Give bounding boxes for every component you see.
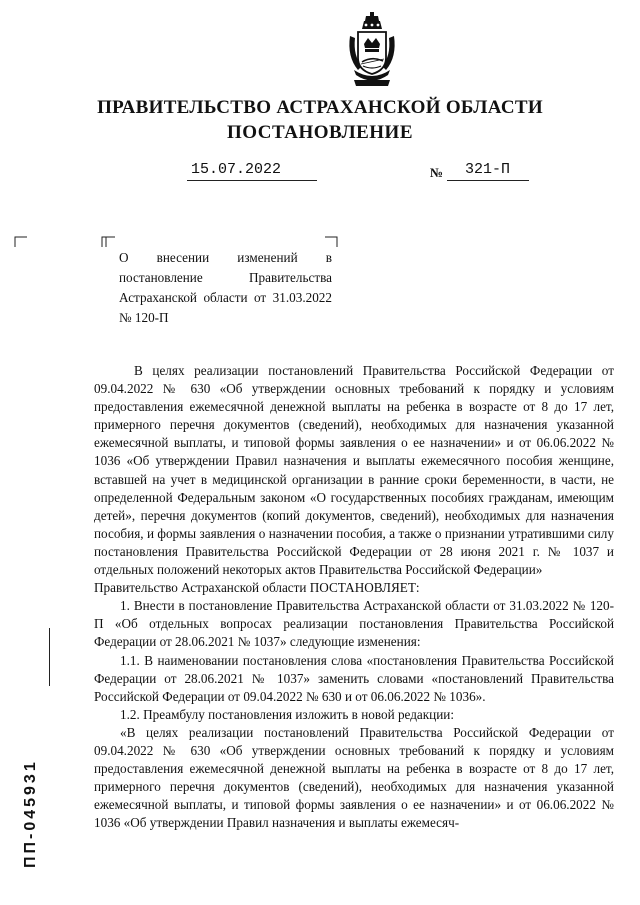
document-body	[94, 362, 614, 832]
preamble-paragraph: В целях реализации постановлений Правительства Российской Федерации от 09.04.2022 № 630 «Об утверждении основных требований к порядку и условиям предоставления ежемесячной денежной выплаты на ребенка в возрасте от 8 до 17 лет, примерного перечня документов (сведений), необходимых для назначения указанной ежемесячной выплаты, и типовой формы заявления о ее назначении» и от 06.06.2022 № 1036 «Об утверждении Правил назначения и выплаты ежемесячного пособия женщине, вставшей на учет в медицинской организации в ранние сроки беременности, в части, не определенной Федеральным законом «О государственных пособиях гражданам, имеющим детей», перечня документов (копий документов, сведений), необходимых для назначения пособия, и формы заявления о назначении пособия, а также о признании утратившими силу постановления Правительства Российской Федерации от 28 июня 2021 г. № 1037 и отдельных положений некоторых актов Правительства Российской Федерации»	[94, 363, 614, 578]
government-title: ПРАВИТЕЛЬСТВО АСТРАХАНСКОЙ ОБЛАСТИ	[97, 97, 543, 118]
quoted-preamble-paragraph: «В целях реализации постановлений Правительства Российской Федерации от 09.04.2022 № 630 «Об утверждении основных требований к порядку и условиям предоставления ежемесячной денежной выплаты на ребенка в возрасте от 8 до 17 лет, примерного перечня документов (сведений), необходимых для назначения указанной ежемесячной выплаты, и типовой формы заявления о ее назначении» и от 06.06.2022 № 1036 «Об утверждении Правил назначения и выплаты ежемесяч-	[94, 724, 614, 831]
document-number: 321-П	[447, 160, 529, 181]
document-subject: О внесении изменений в постановление Правительства Астраханской области от 31.03.2022 № 120-П	[119, 250, 332, 325]
item-1-2-paragraph: 1.2. Преамбулу постановления изложить в новой редакции:	[120, 706, 455, 722]
number-sign: №	[430, 165, 444, 180]
left-margin-corner	[14, 236, 28, 248]
document-type: ПОСТАНОВЛЕНИЕ	[226, 122, 414, 143]
serial-number: ПП-045931	[22, 759, 39, 868]
coat-of-arms-emblem	[344, 12, 400, 92]
item-1-paragraph: 1. Внести в постановление Правительства Астраханской области от 31.03.2022 № 120-П «Об отдельных вопросах реализации постановления Правительства Российской Федерации от 28.06.2021 № 1037» следующие изменения:	[94, 598, 614, 650]
document-date: 15.07.2022	[187, 160, 317, 181]
item-1-1-paragraph: 1.1. В наименовании постановления слова «постановления Правительства Российской Федерации от 28.06.2021 № 1037» заменить словами «постановлений Правительства Российской Федерации от 09.04.2022 № 630 и от 06.06.2022 № 1036».	[94, 652, 614, 704]
subject-top-right-corner	[324, 236, 338, 248]
subject-top-left-corner	[100, 236, 116, 248]
resolves-line: Правительство Астраханской области ПОСТАНОВЛЯЕТ:	[94, 580, 420, 596]
margin-line	[49, 628, 50, 686]
